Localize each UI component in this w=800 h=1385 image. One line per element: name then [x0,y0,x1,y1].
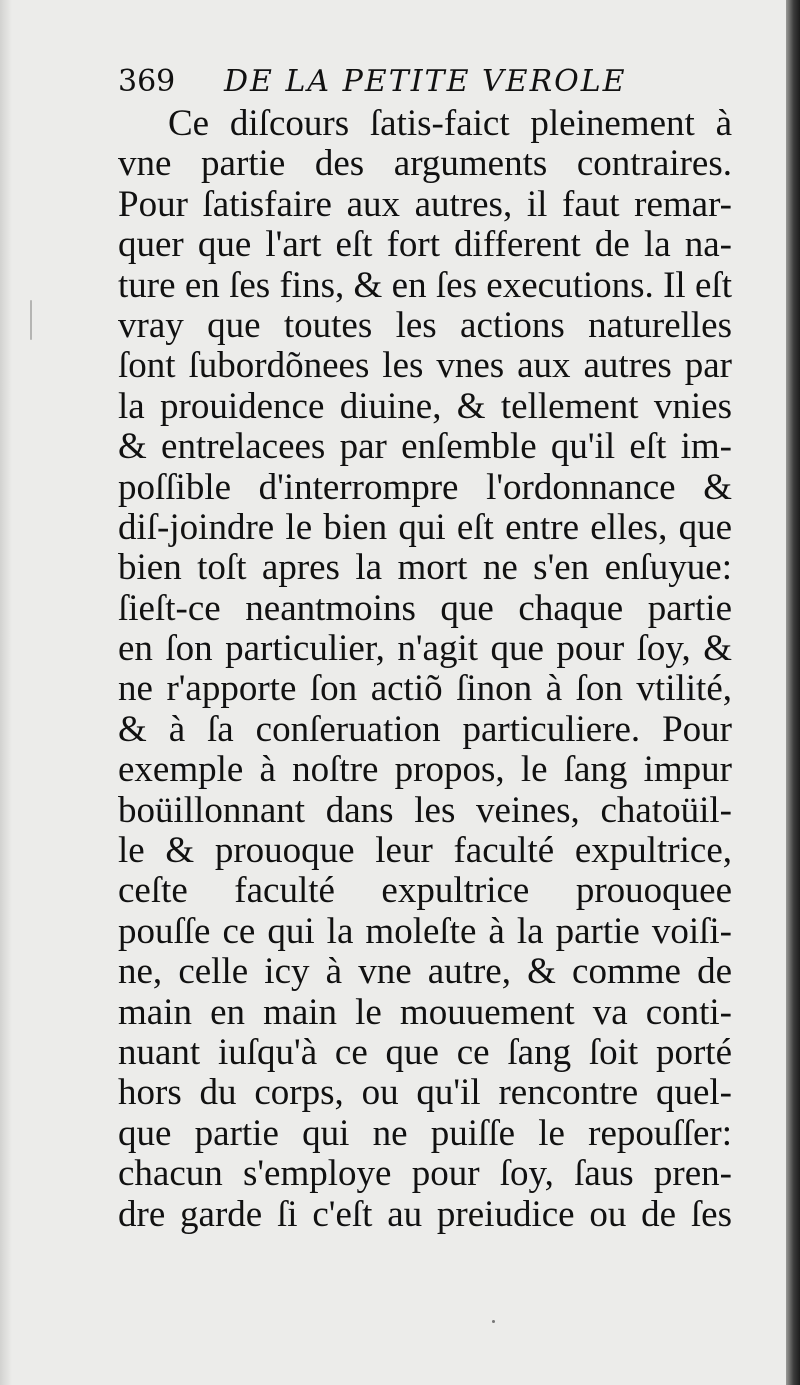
text-line: ture en ſes fins, & en ſes executions. Il eſt [118,264,732,306]
paper-mark [30,300,32,340]
text-line: boüillonnant dans les veines, chatoüil- [118,789,732,831]
text-line: main en main le mouuement va conti- [118,991,732,1033]
text-line: Ce diſcours ſatis-faict pleinement à [168,103,732,144]
text-line: que partie qui ne puiſſe le repouſſer: [118,1112,732,1154]
page-number: 369 [118,64,176,99]
text-line: chacun s'employe pour ſoy, ſaus pren- [118,1153,732,1195]
page-header [118,60,738,106]
text-line: poſſible d'interrompre l'ordonnance & [118,466,732,508]
body-text [118,104,732,1235]
paper-speck [492,1320,495,1323]
text-line: & entrelacees par enſemble qu'il eſt im- [118,426,732,468]
text-line: ne r'apporte ſon actiõ ſinon à ſon vtilité, [118,668,732,710]
text-line: en ſon particulier, n'agit que pour ſoy, & [118,628,732,670]
text-line: nuant iuſqu'à ce que ce ſang ſoit porté [118,1031,732,1073]
text-line: vray que toutes les actions naturelles [118,304,732,346]
text-line: ceſte faculté expultrice prouoquee [118,870,732,912]
text-line: quer que l'art eſt fort different de la na- [118,224,732,266]
text-line: & à ſa conſeruation particuliere. Pour [118,708,732,750]
text-line: Pour ſatisfaire aux autres, il faut remar- [118,183,732,225]
text-line: la prouidence diuine, & tellement vnies [118,385,732,427]
text-line: le & prouoque leur faculté expultrice, [118,830,732,872]
text-line: vne partie des arguments contraires. [118,143,732,185]
text-line: ſieſt-ce neantmoins que chaque partie [118,587,732,629]
text-line: diſ-joindre le bien qui eſt entre elles, que [118,506,732,548]
text-line: ne, celle icy à vne autre, & comme de [118,951,732,993]
text-line: exemple à noſtre propos, le ſang impur [118,749,732,791]
running-title: DE LA PETITE VEROLE [224,64,627,99]
text-line: pouſſe ce qui la moleſte à la partie voiſi- [118,910,732,952]
text-line: bien toſt apres la mort ne s'en enſuyue: [118,547,732,589]
page-edge-shadow [786,0,800,1385]
gutter-shadow [0,0,12,1385]
text-line: ſont ſubordõnees les vnes aux autres par [118,345,732,387]
text-line: dre garde ſi c'eſt au preiudice ou de ſes [118,1193,732,1235]
text-line: hors du corps, ou qu'il rencontre quel- [118,1072,732,1114]
